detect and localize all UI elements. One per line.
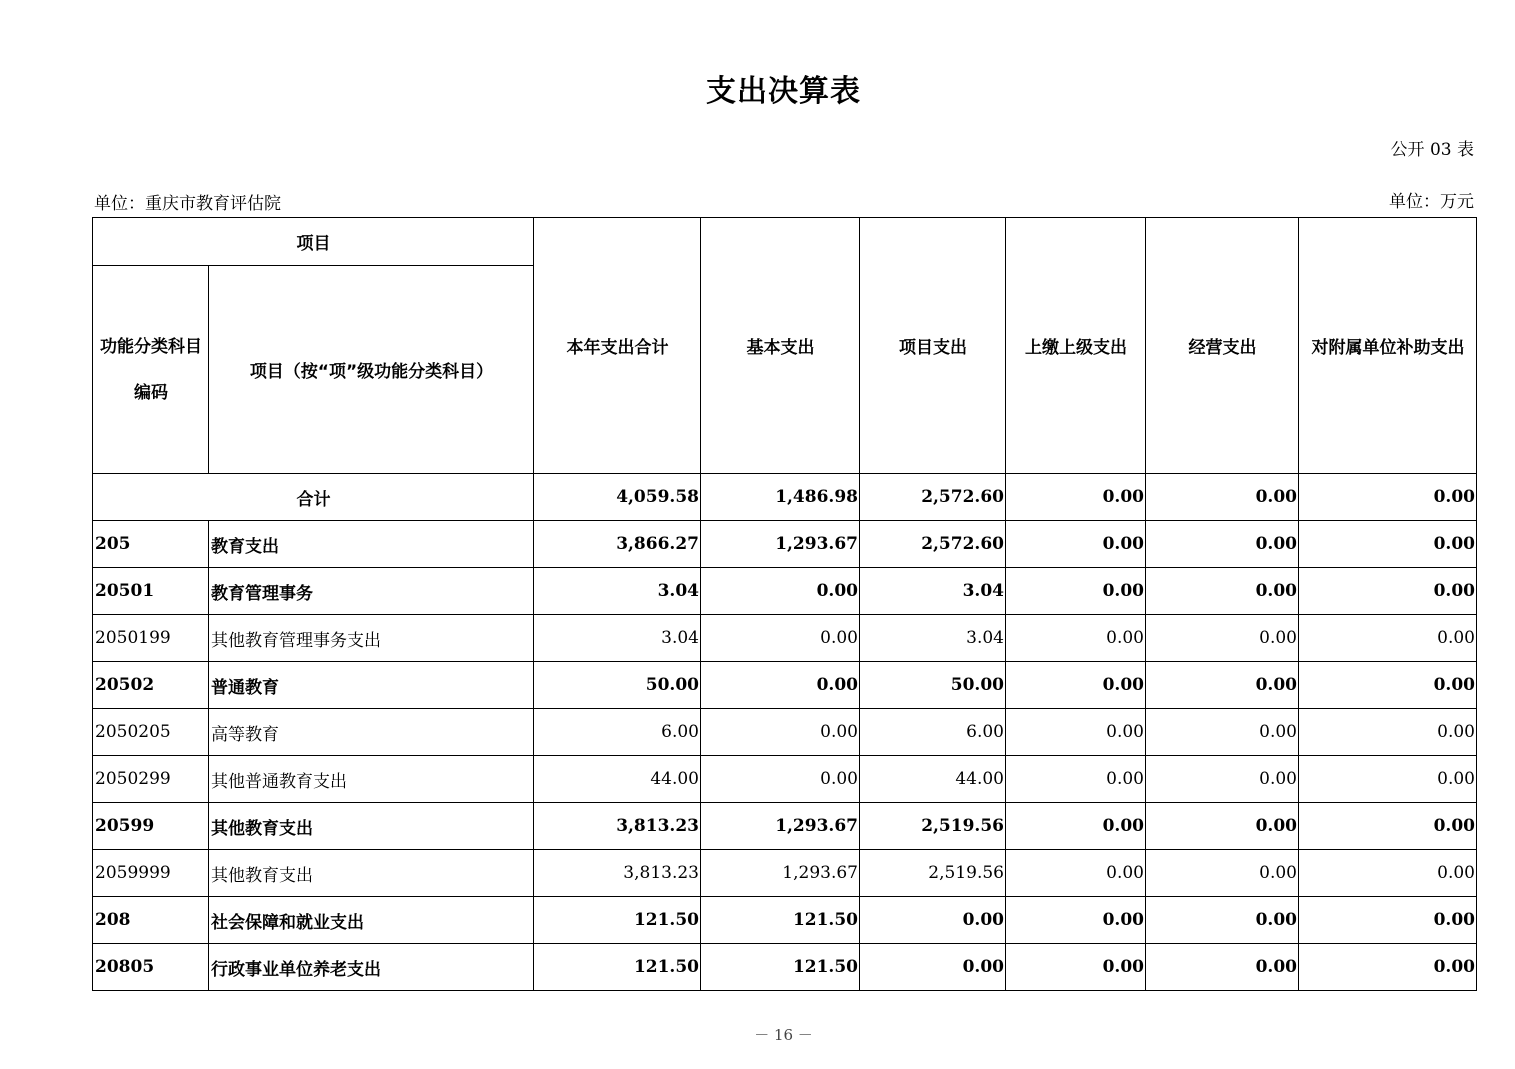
- table-row: [93, 944, 1477, 991]
- cell-code: 2050205: [93, 709, 209, 756]
- expenditure-table: [92, 217, 1477, 991]
- cell-basic: 0.00: [701, 615, 860, 662]
- cell-basic: 0.00: [701, 709, 860, 756]
- cell-subsidy: 0.00: [1299, 756, 1477, 803]
- cell-subsidy: 0.00: [1299, 850, 1477, 897]
- header-basic: 基本支出: [701, 218, 860, 474]
- cell-basic: 121.50: [701, 897, 860, 944]
- table-number: 公开 03 表: [1390, 140, 1474, 160]
- cell-project: 6.00: [860, 709, 1006, 756]
- page-title: 支出决算表: [706, 74, 861, 109]
- table-row: [93, 662, 1477, 709]
- cell-upper: 0.00: [1006, 662, 1146, 709]
- cell-subsidy: 0.00: [1299, 662, 1477, 709]
- cell-business: 0.00: [1146, 756, 1299, 803]
- cell-subsidy: 0.00: [1299, 521, 1477, 568]
- total-upper: 0.00: [1006, 474, 1146, 521]
- table-row: [93, 568, 1477, 615]
- cell-basic: 0.00: [701, 568, 860, 615]
- cell-basic: 1,293.67: [701, 521, 860, 568]
- cell-total: 3,813.23: [534, 850, 701, 897]
- cell-project: 2,572.60: [860, 521, 1006, 568]
- total-row: [93, 474, 1477, 521]
- cell-project: 2,519.56: [860, 803, 1006, 850]
- cell-subsidy: 0.00: [1299, 897, 1477, 944]
- cell-business: 0.00: [1146, 944, 1299, 991]
- cell-subsidy: 0.00: [1299, 709, 1477, 756]
- header-project: 项目支出: [860, 218, 1006, 474]
- cell-name: 其他教育支出: [209, 850, 534, 897]
- cell-name: 行政事业单位养老支出: [209, 944, 534, 991]
- cell-total: 3,866.27: [534, 521, 701, 568]
- cell-basic: 1,293.67: [701, 803, 860, 850]
- cell-code: 205: [93, 521, 209, 568]
- cell-code: 2050299: [93, 756, 209, 803]
- cell-code: 20501: [93, 568, 209, 615]
- currency-unit: 单位：万元: [1389, 192, 1474, 212]
- cell-total: 3.04: [534, 615, 701, 662]
- cell-business: 0.00: [1146, 897, 1299, 944]
- cell-upper: 0.00: [1006, 803, 1146, 850]
- cell-code: 2059999: [93, 850, 209, 897]
- cell-project: 50.00: [860, 662, 1006, 709]
- total-project: 2,572.60: [860, 474, 1006, 521]
- cell-upper: 0.00: [1006, 756, 1146, 803]
- header-upper: 上缴上级支出: [1006, 218, 1146, 474]
- cell-business: 0.00: [1146, 850, 1299, 897]
- table-row: [93, 850, 1477, 897]
- cell-total: 50.00: [534, 662, 701, 709]
- cell-total: 3,813.23: [534, 803, 701, 850]
- cell-code: 208: [93, 897, 209, 944]
- cell-basic: 121.50: [701, 944, 860, 991]
- cell-total: 6.00: [534, 709, 701, 756]
- cell-upper: 0.00: [1006, 615, 1146, 662]
- organization-unit: 单位：重庆市教育评估院: [94, 194, 281, 214]
- cell-total: 3.04: [534, 568, 701, 615]
- cell-upper: 0.00: [1006, 944, 1146, 991]
- cell-business: 0.00: [1146, 709, 1299, 756]
- cell-business: 0.00: [1146, 521, 1299, 568]
- cell-upper: 0.00: [1006, 897, 1146, 944]
- cell-code: 20599: [93, 803, 209, 850]
- table-row: [93, 615, 1477, 662]
- cell-name: 社会保障和就业支出: [209, 897, 534, 944]
- cell-business: 0.00: [1146, 615, 1299, 662]
- table-row: [93, 756, 1477, 803]
- cell-total: 121.50: [534, 944, 701, 991]
- cell-subsidy: 0.00: [1299, 615, 1477, 662]
- total-subsidy: 0.00: [1299, 474, 1477, 521]
- cell-project: 3.04: [860, 568, 1006, 615]
- cell-code: 2050199: [93, 615, 209, 662]
- cell-name: 其他教育支出: [209, 803, 534, 850]
- cell-name: 其他教育管理事务支出: [209, 615, 534, 662]
- cell-project: 0.00: [860, 944, 1006, 991]
- cell-name: 教育管理事务: [209, 568, 534, 615]
- total-total: 4,059.58: [534, 474, 701, 521]
- header-code: 功能分类科目编码: [93, 266, 209, 474]
- header-total: 本年支出合计: [534, 218, 701, 474]
- cell-upper: 0.00: [1006, 850, 1146, 897]
- cell-basic: 0.00: [701, 756, 860, 803]
- total-business: 0.00: [1146, 474, 1299, 521]
- cell-code: 20502: [93, 662, 209, 709]
- page-number: － 16 －: [754, 1026, 813, 1044]
- total-basic: 1,486.98: [701, 474, 860, 521]
- table-row: [93, 709, 1477, 756]
- cell-name: 其他普通教育支出: [209, 756, 534, 803]
- table-row: [93, 521, 1477, 568]
- cell-total: 44.00: [534, 756, 701, 803]
- header-item-group: 项目: [93, 218, 534, 266]
- cell-code: 20805: [93, 944, 209, 991]
- cell-upper: 0.00: [1006, 709, 1146, 756]
- cell-name: 普通教育: [209, 662, 534, 709]
- cell-upper: 0.00: [1006, 521, 1146, 568]
- total-label: 合计: [93, 474, 534, 521]
- table-row: [93, 897, 1477, 944]
- cell-business: 0.00: [1146, 803, 1299, 850]
- cell-business: 0.00: [1146, 568, 1299, 615]
- cell-project: 2,519.56: [860, 850, 1006, 897]
- header-business: 经营支出: [1146, 218, 1299, 474]
- cell-name: 高等教育: [209, 709, 534, 756]
- cell-subsidy: 0.00: [1299, 803, 1477, 850]
- cell-project: 0.00: [860, 897, 1006, 944]
- cell-project: 3.04: [860, 615, 1006, 662]
- cell-business: 0.00: [1146, 662, 1299, 709]
- cell-subsidy: 0.00: [1299, 568, 1477, 615]
- cell-upper: 0.00: [1006, 568, 1146, 615]
- header-name: 项目（按“项”级功能分类科目）: [209, 266, 534, 474]
- table-row: [93, 803, 1477, 850]
- cell-total: 121.50: [534, 897, 701, 944]
- cell-basic: 1,293.67: [701, 850, 860, 897]
- cell-basic: 0.00: [701, 662, 860, 709]
- cell-name: 教育支出: [209, 521, 534, 568]
- cell-project: 44.00: [860, 756, 1006, 803]
- header-subsidy: 对附属单位补助支出: [1299, 218, 1477, 474]
- cell-subsidy: 0.00: [1299, 944, 1477, 991]
